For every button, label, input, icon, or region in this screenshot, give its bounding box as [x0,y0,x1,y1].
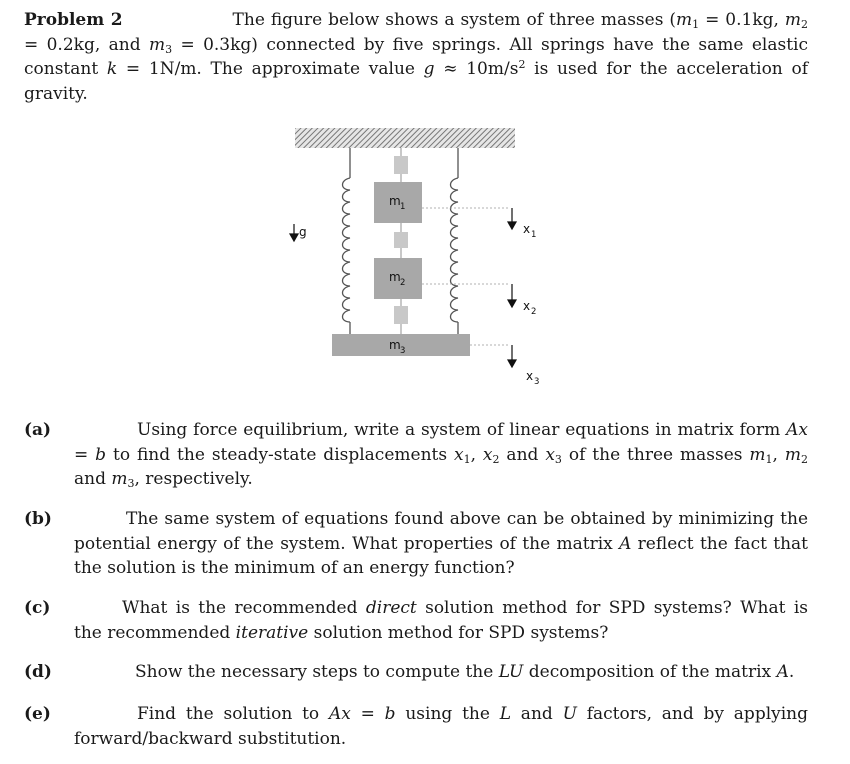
center-spring-middle [394,223,408,258]
gravity-label: g [299,225,307,239]
outer-left-spring [343,148,351,336]
part-d [24,660,808,685]
ceiling-support [295,128,515,148]
part-b-label: (b) [24,509,52,529]
svg-text:2: 2 [531,307,537,317]
part-a [24,418,808,492]
part-e-label: (e) [24,704,51,724]
part-c [24,596,808,645]
part-c-text: What is the recommended direct solution method for SPD systems? What is the recommended iterative solution method for SPD systems? [74,598,808,643]
part-d-text: Show the necessary steps to compute the LU decomposition of the matrix A. [135,662,795,682]
spring-mass-diagram [280,120,570,395]
part-c-label: (c) [24,598,51,618]
displacement-arrows [508,208,516,367]
part-e [24,702,808,751]
svg-text:3: 3 [400,346,406,356]
center-spring-bottom [394,299,408,334]
part-b-text: The same system of equations found above can be obtained by minimizing the potential energy of the system. What properties of the matrix A reflect the fact that the solution is the minimum of an energy function? [74,509,809,578]
mass-3-label: m [389,338,401,352]
svg-text:2: 2 [400,278,406,288]
mass-1-label: m [389,194,401,208]
x2-label: x [523,299,531,313]
part-d-label: (d) [24,662,52,682]
reference-lines [422,208,510,345]
spring-mass-figure [280,120,570,395]
outer-right-spring [451,148,459,336]
x1-label: x [523,222,531,236]
svg-text:3: 3 [534,377,540,387]
part-b [24,507,808,581]
part-a-label: (a) [24,420,52,440]
gravity-arrow [290,224,298,241]
part-a-text: Using force equilibrium, write a system of linear equations in matrix form Ax = b to find the steady-state displacements $x_1$, $x_2$ and $x_3$ of the three masses $m_1$, $m_2$ and $m_3$, respectively. [74,420,808,490]
mass-2-label: m [389,270,401,284]
part-e-text: Find the solution to Ax = b using the L and U factors, and by applying forward/backward substitution. [74,704,809,749]
svg-text:1: 1 [531,230,537,240]
center-spring-top [394,148,408,182]
x3-label: x [526,369,534,383]
svg-text:1: 1 [400,202,406,212]
problem-intro: Problem 2 The figure below shows a system of three masses ($m_1 = 0.1kg$, $m_2 = 0.2kg$, and $m_3 = 0.3kg$) connected by five springs. All springs have the same elastic constant k = 1N/m. The approximate value $g \approx 10m/s^2$ is used for the acceleration of gravity. [24,10,808,104]
problem-title: Problem 2 [24,10,123,30]
